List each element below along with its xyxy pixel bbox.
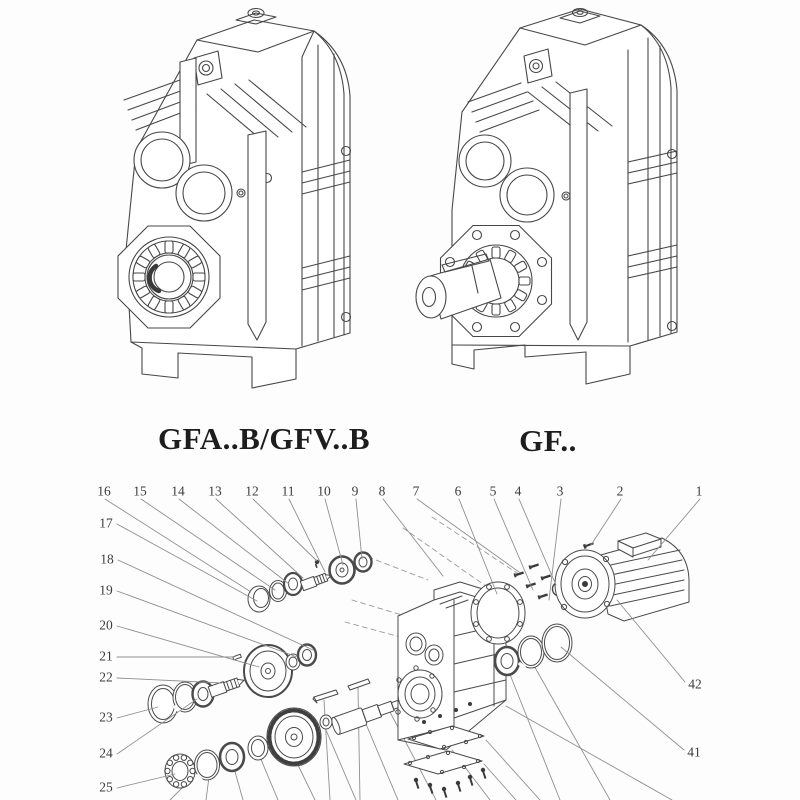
motor-flange	[555, 550, 615, 618]
part-number-16: 16	[97, 483, 111, 499]
leader-line-25	[117, 774, 175, 788]
part-number-11: 11	[281, 483, 295, 499]
output-bearing-boss	[118, 226, 220, 328]
part-number-19: 19	[99, 582, 113, 598]
part-number-14: 14	[171, 483, 185, 499]
circlip	[195, 750, 220, 780]
leader-line-41	[561, 647, 684, 750]
part-number-25: 25	[99, 779, 113, 795]
exploded-parts-view	[105, 499, 700, 800]
part-number-12: 12	[245, 483, 259, 499]
ball-bearing	[165, 754, 196, 788]
part-number-6: 6	[454, 483, 462, 499]
part-number-18: 18	[100, 551, 114, 567]
part-number-17: 17	[99, 515, 113, 531]
gearbox-drawing-gfab-gfvb	[118, 9, 351, 389]
oil-seal	[148, 685, 178, 723]
part-number-7: 7	[412, 483, 420, 499]
part-number-20: 20	[99, 617, 113, 633]
oil-pan-cover	[404, 751, 482, 774]
part-number-1: 1	[695, 483, 703, 499]
leader-line-14	[179, 499, 289, 584]
model-label-gf: GF..	[519, 423, 577, 458]
leader-line-6	[459, 499, 497, 594]
tie-channel	[248, 131, 266, 340]
leader-line-20	[117, 626, 259, 667]
round-ring	[542, 624, 572, 662]
input-flange-ring	[471, 582, 525, 644]
input-pinion-shaft	[300, 571, 333, 591]
part-number-3: 3	[556, 483, 564, 499]
leader-line-15	[141, 499, 275, 590]
leader-line-4	[519, 499, 556, 585]
bearing	[220, 743, 244, 771]
model-label-gfab-gfvb: GFA..B/GFV..B	[157, 421, 371, 456]
tie-channel	[570, 89, 587, 340]
leader-line-18	[118, 560, 313, 650]
part-number-2: 2	[616, 483, 624, 499]
motor-assembly	[555, 533, 689, 621]
key	[348, 679, 370, 690]
gearbox-drawing-gf	[416, 9, 677, 385]
part-number-23: 23	[99, 709, 113, 725]
part-number-22: 22	[99, 669, 113, 685]
part-number-10: 10	[317, 483, 331, 499]
leader-line-11	[289, 499, 325, 572]
input-bearing	[284, 573, 302, 595]
part-number-42: 42	[688, 676, 702, 692]
leader-line-22	[117, 678, 222, 683]
part-number-24: 24	[99, 745, 113, 761]
leader-line-9	[356, 499, 362, 559]
washer	[248, 736, 268, 760]
part-number-15: 15	[133, 483, 147, 499]
leader-line-5	[494, 499, 533, 590]
bearing	[495, 647, 519, 675]
spacer-sleeve	[320, 715, 332, 729]
key	[313, 690, 338, 703]
part-number-13: 13	[208, 483, 222, 499]
leader-line-8	[383, 499, 443, 576]
part-number-4: 4	[514, 483, 522, 499]
part-number-41: 41	[687, 744, 701, 760]
leader-line-2	[591, 499, 621, 545]
intermediate-pinion-shaft	[208, 675, 246, 697]
leader-line-7	[417, 499, 519, 572]
leader-line-16	[105, 499, 251, 592]
output-gear	[267, 708, 321, 766]
part-number-9: 9	[351, 483, 359, 499]
leader-line-17	[117, 524, 257, 601]
leader-line-12	[253, 499, 317, 561]
part-number-21: 21	[99, 648, 113, 664]
circlip	[518, 636, 544, 668]
bearing	[355, 553, 372, 572]
output-shaft	[330, 694, 405, 735]
input-end-cap	[248, 586, 270, 612]
leader-line-13	[216, 499, 303, 578]
part-number-8: 8	[378, 483, 386, 499]
leader-line-10	[325, 499, 343, 565]
part-number-5: 5	[489, 483, 497, 499]
